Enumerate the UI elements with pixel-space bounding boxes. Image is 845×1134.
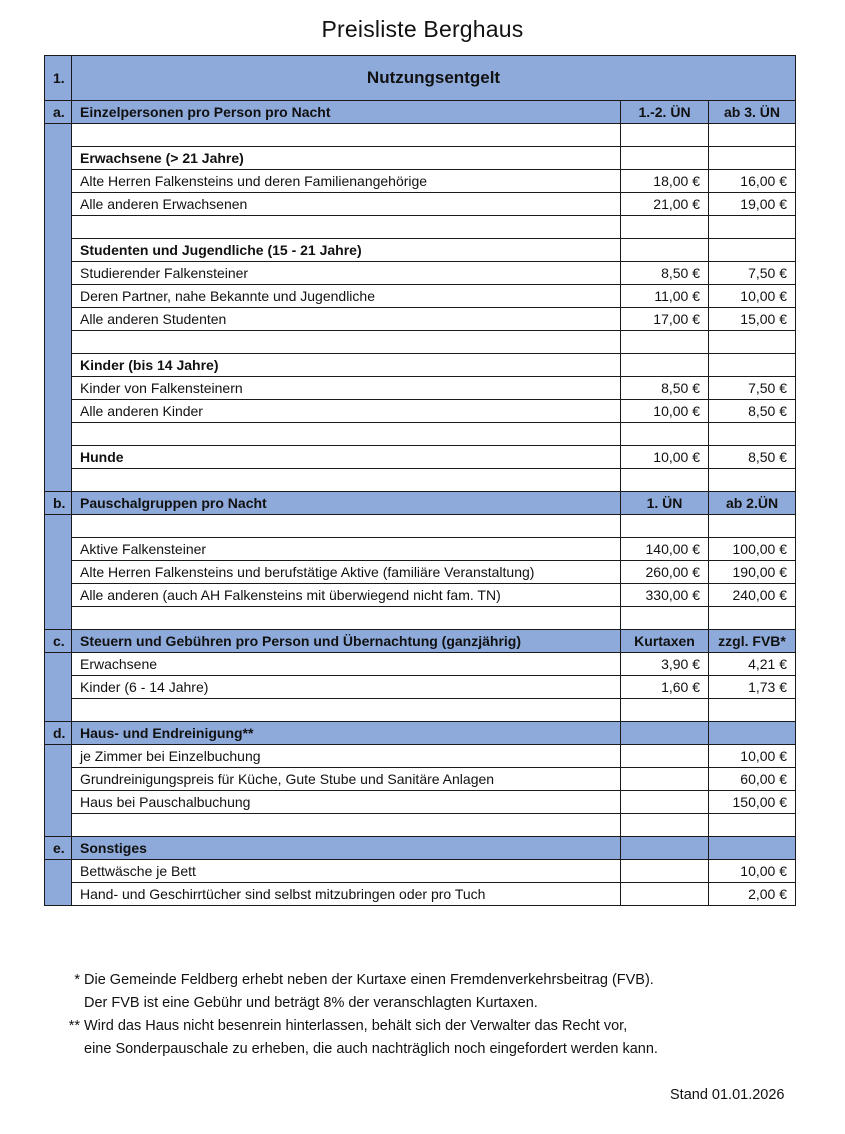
price-cell bbox=[621, 883, 709, 906]
footnote-1 bbox=[58, 969, 658, 992]
price-cell bbox=[621, 469, 709, 492]
price-cell: 1,60 € bbox=[621, 676, 709, 699]
row-label: Alle anderen Studenten bbox=[72, 308, 621, 331]
price-cell: 19,00 € bbox=[709, 193, 796, 216]
table-row bbox=[45, 147, 796, 170]
row-label: Alle anderen Erwachsenen bbox=[72, 193, 621, 216]
column-header: 1. ÜN bbox=[621, 492, 709, 515]
price-cell: 15,00 € bbox=[709, 308, 796, 331]
table-row bbox=[45, 860, 796, 883]
row-label: Alle anderen Kinder bbox=[72, 400, 621, 423]
table-row bbox=[45, 239, 796, 262]
section-sidebar bbox=[45, 124, 72, 492]
table-row bbox=[45, 423, 796, 446]
row-label: Alte Herren Falkensteins und deren Familienangehörige bbox=[72, 170, 621, 193]
category-label: Studenten und Jugendliche (15 - 21 Jahre) bbox=[72, 239, 621, 262]
row-label: Kinder von Falkensteinern bbox=[72, 377, 621, 400]
price-cell: 16,00 € bbox=[709, 170, 796, 193]
price-cell: 8,50 € bbox=[709, 400, 796, 423]
table-row bbox=[45, 469, 796, 492]
table-row bbox=[45, 400, 796, 423]
price-cell: 21,00 € bbox=[621, 193, 709, 216]
price-cell bbox=[621, 768, 709, 791]
table-row bbox=[45, 216, 796, 239]
row-label: Aktive Falkensteiner bbox=[72, 538, 621, 561]
footnote-2-cont: eine Sonderpauschale zu erheben, die auch nachträglich noch eingefordert werden kann. bbox=[84, 1041, 658, 1057]
table-row bbox=[45, 446, 796, 469]
price-cell bbox=[709, 515, 796, 538]
table-row bbox=[45, 262, 796, 285]
column-header: 1.-2. ÜN bbox=[621, 101, 709, 124]
section-title: Haus- und Endreinigung** bbox=[72, 722, 621, 745]
price-cell: 2,00 € bbox=[709, 883, 796, 906]
price-cell: 11,00 € bbox=[621, 285, 709, 308]
table-row bbox=[45, 515, 796, 538]
section-title: Einzelpersonen pro Person pro Nacht bbox=[72, 101, 621, 124]
price-cell: 10,00 € bbox=[621, 446, 709, 469]
price-cell: 8,50 € bbox=[621, 262, 709, 285]
footnote-text: Wird das Haus nicht besenrein hinterlassen, behält sich der Verwalter das Recht vor, bbox=[84, 1018, 628, 1034]
row-label bbox=[72, 331, 621, 354]
table-row bbox=[45, 193, 796, 216]
price-cell: 1,73 € bbox=[709, 676, 796, 699]
price-table bbox=[44, 55, 796, 906]
section-label: c. bbox=[45, 630, 72, 653]
section-a-header bbox=[45, 101, 796, 124]
stand-date: Stand 01.01.2026 bbox=[670, 1087, 785, 1103]
price-cell: 60,00 € bbox=[709, 768, 796, 791]
table-row bbox=[45, 538, 796, 561]
main-section-title: Nutzungsentgelt bbox=[72, 56, 796, 101]
table-row bbox=[45, 791, 796, 814]
section-sidebar bbox=[45, 515, 72, 630]
price-cell bbox=[709, 354, 796, 377]
column-header: ab 3. ÜN bbox=[709, 101, 796, 124]
section-label: b. bbox=[45, 492, 72, 515]
table-row bbox=[45, 653, 796, 676]
table-row bbox=[45, 745, 796, 768]
section-title: Steuern und Gebühren pro Person und Übernachtung (ganzjährig) bbox=[72, 630, 621, 653]
column-header bbox=[709, 837, 796, 860]
table-row bbox=[45, 308, 796, 331]
row-label: Hand- und Geschirrtücher sind selbst mitzubringen oder pro Tuch bbox=[72, 883, 621, 906]
column-header bbox=[621, 722, 709, 745]
section-title: Sonstiges bbox=[72, 837, 621, 860]
row-label: Alle anderen (auch AH Falkensteins mit überwiegend nicht fam. TN) bbox=[72, 584, 621, 607]
row-label: Grundreinigungspreis für Küche, Gute Stube und Sanitäre Anlagen bbox=[72, 768, 621, 791]
section-b-header bbox=[45, 492, 796, 515]
row-label: Bettwäsche je Bett bbox=[72, 860, 621, 883]
row-label bbox=[72, 423, 621, 446]
column-header: Kurtaxen bbox=[621, 630, 709, 653]
price-cell bbox=[621, 331, 709, 354]
row-label bbox=[72, 469, 621, 492]
row-label: Haus bei Pauschalbuchung bbox=[72, 791, 621, 814]
row-label: je Zimmer bei Einzelbuchung bbox=[72, 745, 621, 768]
footnote-marker: * bbox=[74, 972, 80, 988]
table-row bbox=[45, 377, 796, 400]
price-cell bbox=[709, 607, 796, 630]
row-label bbox=[72, 216, 621, 239]
row-label bbox=[72, 607, 621, 630]
table-row bbox=[45, 331, 796, 354]
row-label: Deren Partner, nahe Bekannte und Jugendliche bbox=[72, 285, 621, 308]
price-cell: 18,00 € bbox=[621, 170, 709, 193]
price-cell bbox=[621, 814, 709, 837]
price-cell bbox=[621, 354, 709, 377]
price-cell: 8,50 € bbox=[621, 377, 709, 400]
footnote-text: Die Gemeinde Feldberg erhebt neben der Kurtaxe einen Fremdenverkehrsbeitrag (FVB). bbox=[84, 972, 654, 988]
price-cell: 10,00 € bbox=[709, 860, 796, 883]
table-row bbox=[45, 814, 796, 837]
table-row bbox=[45, 285, 796, 308]
column-header bbox=[709, 722, 796, 745]
price-cell bbox=[621, 147, 709, 170]
footnotes bbox=[58, 969, 658, 1061]
section-c-header bbox=[45, 630, 796, 653]
price-cell bbox=[709, 814, 796, 837]
column-header: zzgl. FVB* bbox=[709, 630, 796, 653]
price-cell bbox=[709, 147, 796, 170]
price-cell: 150,00 € bbox=[709, 791, 796, 814]
table-row bbox=[45, 883, 796, 906]
price-cell: 10,00 € bbox=[621, 400, 709, 423]
price-cell bbox=[709, 239, 796, 262]
section-number: 1. bbox=[45, 56, 72, 101]
row-label: Studierender Falkensteiner bbox=[72, 262, 621, 285]
price-cell bbox=[709, 331, 796, 354]
category-label: Hunde bbox=[72, 446, 621, 469]
table-row bbox=[45, 699, 796, 722]
table-row bbox=[45, 354, 796, 377]
section-title: Pauschalgruppen pro Nacht bbox=[72, 492, 621, 515]
table-row bbox=[45, 676, 796, 699]
row-label bbox=[72, 814, 621, 837]
table-row bbox=[45, 584, 796, 607]
price-cell bbox=[709, 699, 796, 722]
table-row bbox=[45, 607, 796, 630]
section-sidebar bbox=[45, 860, 72, 906]
row-label: Erwachsene bbox=[72, 653, 621, 676]
price-cell: 260,00 € bbox=[621, 561, 709, 584]
price-cell: 330,00 € bbox=[621, 584, 709, 607]
table-row bbox=[45, 170, 796, 193]
row-label bbox=[72, 699, 621, 722]
footnote-1-cont: Der FVB ist eine Gebühr und beträgt 8% der veranschlagten Kurtaxen. bbox=[84, 995, 538, 1011]
price-cell bbox=[709, 423, 796, 446]
price-cell bbox=[621, 607, 709, 630]
column-header bbox=[621, 837, 709, 860]
price-cell bbox=[709, 216, 796, 239]
price-cell bbox=[621, 239, 709, 262]
price-cell bbox=[621, 745, 709, 768]
price-cell bbox=[709, 469, 796, 492]
row-label bbox=[72, 124, 621, 147]
price-cell: 10,00 € bbox=[709, 285, 796, 308]
section-sidebar bbox=[45, 653, 72, 722]
section-label: e. bbox=[45, 837, 72, 860]
category-label: Erwachsene (> 21 Jahre) bbox=[72, 147, 621, 170]
price-cell: 4,21 € bbox=[709, 653, 796, 676]
page-title: Preisliste Berghaus bbox=[321, 16, 524, 42]
price-cell bbox=[621, 791, 709, 814]
main-section-header bbox=[45, 56, 796, 101]
category-label: Kinder (bis 14 Jahre) bbox=[72, 354, 621, 377]
table-row bbox=[45, 768, 796, 791]
price-cell: 10,00 € bbox=[709, 745, 796, 768]
row-label bbox=[72, 515, 621, 538]
section-label: a. bbox=[45, 101, 72, 124]
price-cell: 17,00 € bbox=[621, 308, 709, 331]
section-e-header bbox=[45, 837, 796, 860]
row-label: Kinder (6 - 14 Jahre) bbox=[72, 676, 621, 699]
price-cell bbox=[621, 124, 709, 147]
footnote-2 bbox=[58, 1015, 658, 1038]
price-cell: 140,00 € bbox=[621, 538, 709, 561]
price-cell: 8,50 € bbox=[709, 446, 796, 469]
price-cell bbox=[621, 515, 709, 538]
price-cell bbox=[621, 699, 709, 722]
row-label: Alte Herren Falkensteins und berufstätige Aktive (familiäre Veranstaltung) bbox=[72, 561, 621, 584]
section-d-header bbox=[45, 722, 796, 745]
footnote-marker: ** bbox=[68, 1018, 80, 1034]
price-cell bbox=[621, 216, 709, 239]
price-cell bbox=[709, 124, 796, 147]
price-cell: 100,00 € bbox=[709, 538, 796, 561]
table-row bbox=[45, 124, 796, 147]
price-cell: 7,50 € bbox=[709, 377, 796, 400]
column-header: ab 2.ÜN bbox=[709, 492, 796, 515]
price-cell: 190,00 € bbox=[709, 561, 796, 584]
price-cell: 240,00 € bbox=[709, 584, 796, 607]
price-cell bbox=[621, 423, 709, 446]
price-cell bbox=[621, 860, 709, 883]
price-cell: 3,90 € bbox=[621, 653, 709, 676]
price-cell: 7,50 € bbox=[709, 262, 796, 285]
table-row bbox=[45, 561, 796, 584]
section-label: d. bbox=[45, 722, 72, 745]
section-sidebar bbox=[45, 745, 72, 837]
